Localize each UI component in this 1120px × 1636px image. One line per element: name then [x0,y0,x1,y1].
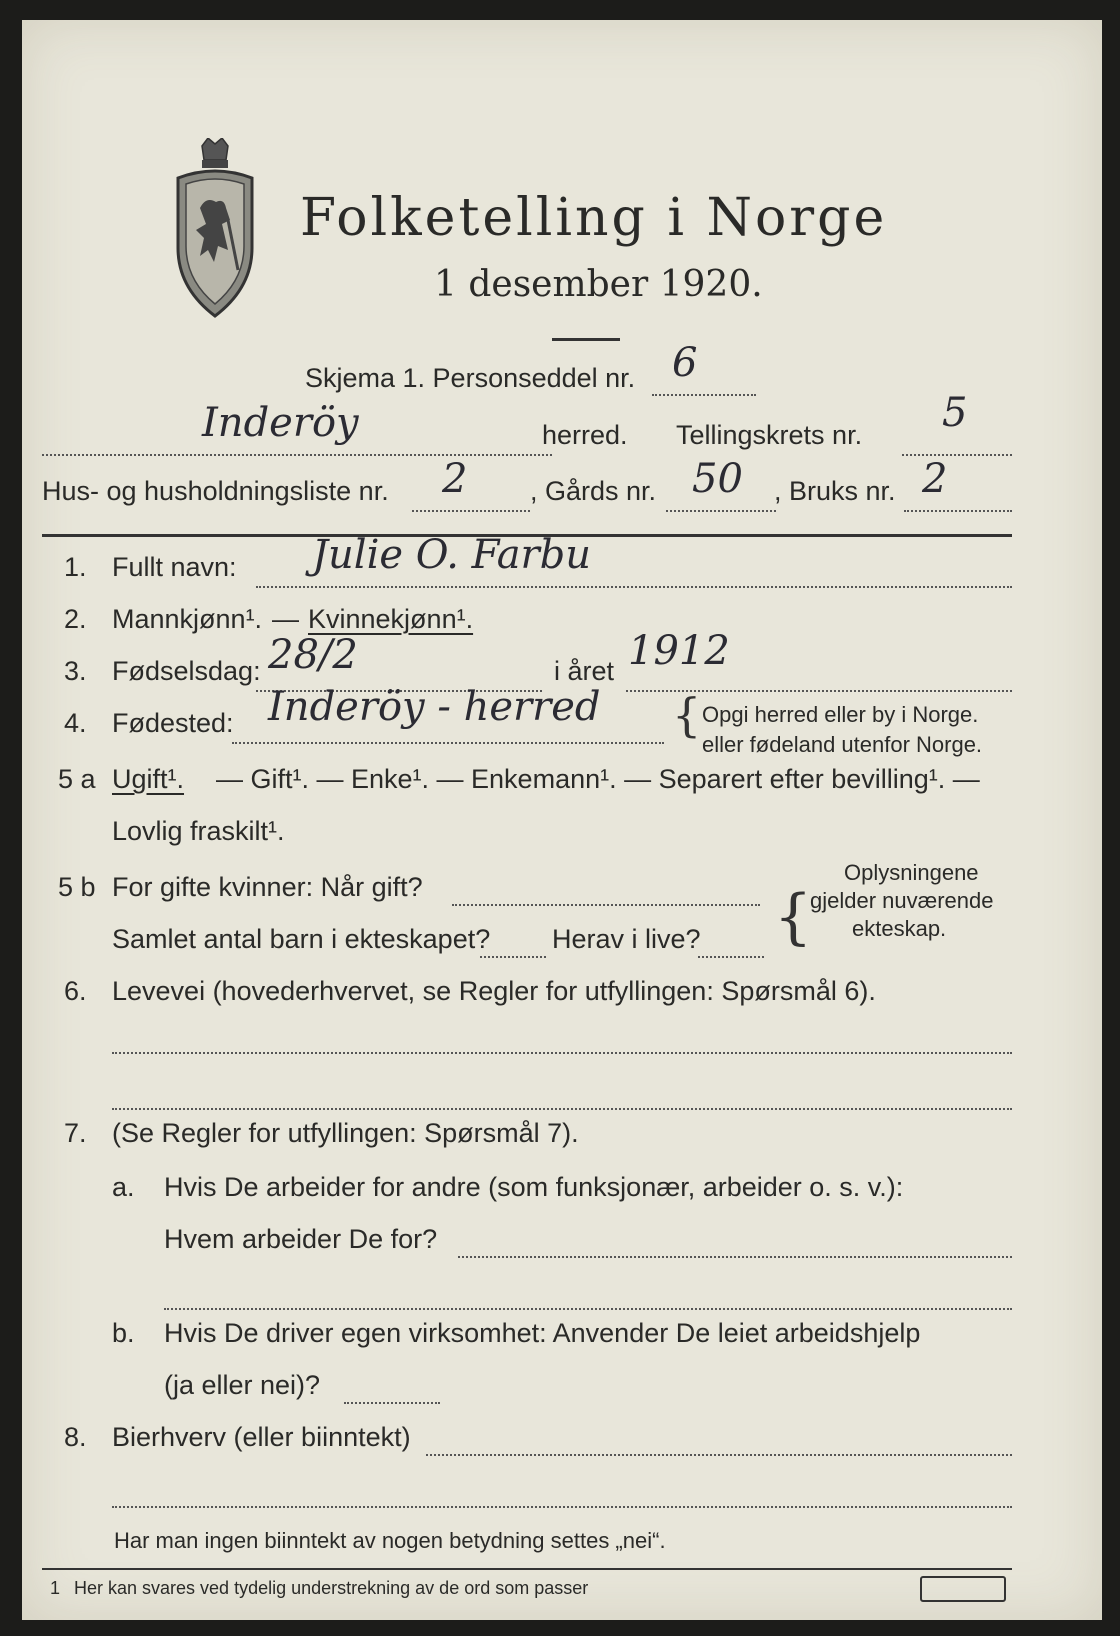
q7b-label: Hvis De driver egen virksomhet: Anvender De leiet arbeidshjelp [164,1318,921,1348]
tellingskrets-line [902,454,1012,456]
tellingskrets-nr: 5 [942,390,968,436]
q7a-label: Hvis De arbeider for andre (som funksjonær, arbeider o. s. v.): [164,1172,904,1202]
q5b-alive: Herav i live? [552,924,701,954]
herred-value: Inderöy [202,400,359,446]
q7b-line [344,1402,440,1404]
personseddel-nr: 6 [672,340,698,386]
q3-value: 28/2 [268,632,358,678]
husliste-label: Hus- og husholdningsliste nr. [42,476,389,506]
q5a-line2: Lovlig fraskilt¹. [112,816,285,846]
q2-male: Mannkjønn¹. [112,604,263,634]
q4-line [232,742,664,744]
q5b-alive-line [698,956,764,958]
herred-label: herred. [542,420,628,450]
q5a-options: — Gift¹. — Enke¹. — Enkemann¹. — Separert efter bevilling¹. — [216,764,980,794]
title-divider [552,338,620,341]
q1-number: 1. [64,552,87,582]
form-date: 1 desember 1920. [434,264,763,305]
q6-line-1 [112,1052,1012,1054]
q7b-number: b. [112,1318,135,1348]
q8-extra-line [112,1506,1012,1508]
q3-label: Fødselsdag: [112,656,261,686]
q8-label: Bierhverv (eller biinntekt) [112,1422,411,1452]
form-title: Folketelling i Norge [300,188,888,248]
q2-female: Kvinnekjønn¹. [308,604,474,634]
q5b-children: Samlet antal barn i ekteskapet? [112,924,491,954]
q7-label: (Se Regler for utfyllingen: Spørsmål 7). [112,1118,579,1148]
personseddel-line [652,394,756,396]
tellingskrets-label: Tellingskrets nr. [676,420,863,450]
q8-note: Har man ingen biinntekt av nogen betydning settes „nei“. [114,1528,666,1553]
bruks-label: , Bruks nr. [774,476,896,506]
q6-label: Levevei (hovederhvervet, se Regler for utfyllingen: Spørsmål 6). [112,976,876,1006]
q6-number: 6. [64,976,87,1006]
q3-number: 3. [64,656,87,686]
census-form-page [22,20,1102,1620]
q5a-number: 5 a [58,764,96,794]
husliste-nr: 2 [442,456,468,502]
printer-stamp [920,1576,1006,1602]
q5b-children-line [480,956,546,958]
q7a-line2: Hvem arbeider De for? [164,1224,438,1254]
gards-label: , Gårds nr. [530,476,657,506]
coat-of-arms-icon [172,138,258,318]
q1-label: Fullt navn: [112,552,237,582]
q5b-note-3: ekteskap. [852,916,947,941]
q5b-line [452,904,760,906]
q5a-ugift: Ugift¹. [112,764,185,794]
q3-year: 1912 [628,628,730,674]
q8-number: 8. [64,1422,87,1452]
bruks-line [904,510,1012,512]
q4-note-2: eller fødeland utenfor Norge. [702,732,983,757]
q5b-note-1: Oplysningene [844,860,979,885]
footnote-text: Her kan svares ved tydelig understrekning av de ord som passer [74,1578,589,1598]
q6-line-2 [112,1108,1012,1110]
q4-number: 4. [64,708,87,738]
q7a-number: a. [112,1172,135,1202]
husliste-line [412,510,530,512]
q2-separator: — [272,604,299,634]
skjema-label: Skjema 1. Personseddel nr. [305,363,636,393]
q5b-brace: { [774,882,813,952]
q4-note-1: Opgi herred eller by i Norge. [702,702,979,727]
gards-line [666,510,776,512]
q5b-label: For gifte kvinner: Når gift? [112,872,423,902]
q8-line [426,1454,1012,1456]
gards-nr: 50 [692,456,743,502]
q5b-note-2: gjelder nuværende [810,888,994,913]
herred-line [42,454,552,456]
q3-year-label: i året [554,656,615,686]
footnote-marker: 1 [50,1578,61,1598]
footnote-divider [42,1568,1012,1570]
q1-value: Julie O. Farbu [312,532,592,578]
q7a-extra-line [164,1308,1012,1310]
q7b-line2: (ja eller nei)? [164,1370,321,1400]
bruks-nr: 2 [922,456,948,502]
q1-line [256,586,1012,588]
q7-number: 7. [64,1118,87,1148]
q4-label: Fødested: [112,708,234,738]
q5b-number: 5 b [58,872,96,902]
q7a-line [458,1256,1012,1258]
q2-number: 2. [64,604,87,634]
q4-value: Inderöy - herred [268,684,601,730]
q4-brace: { [672,688,702,742]
